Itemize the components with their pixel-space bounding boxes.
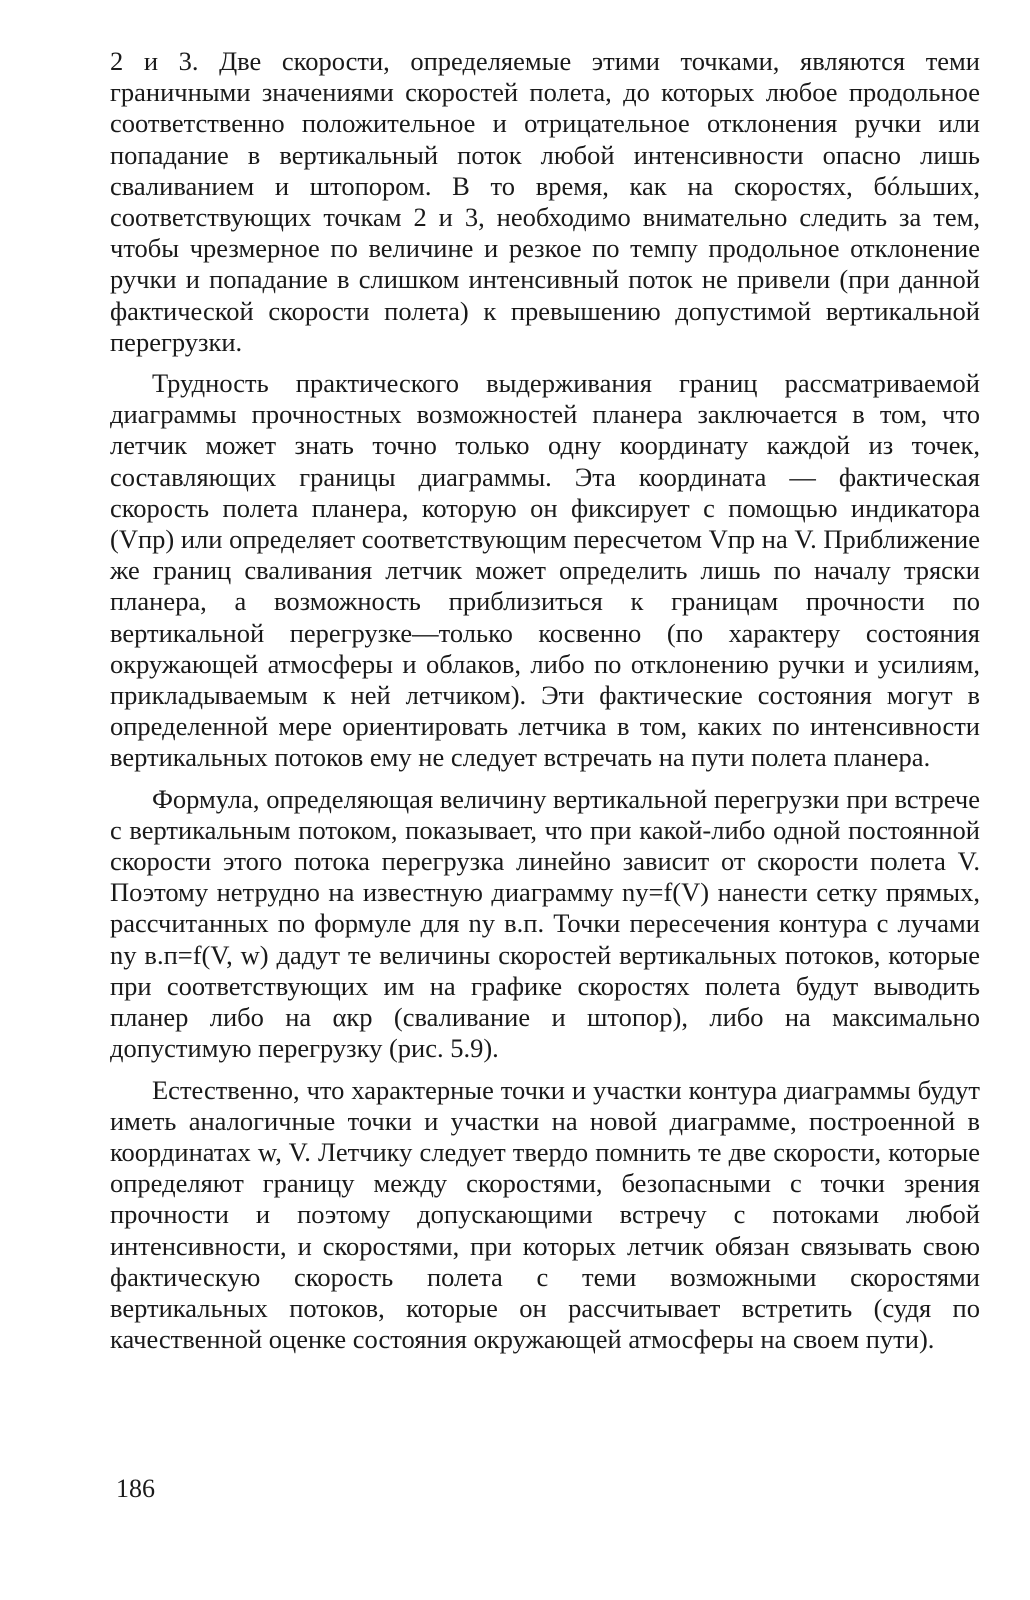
paragraph-3: Формула, определяющая величину вертикальной перегрузки при встрече с вертикальным потоком, показывает, что при какой-либо одной постоянной скорости этого потока перегрузка линейно зависит от скорости полета V. Поэтому нетрудно на известную диаграмму ny=f(V) нанести сетку прямых, рассчитанных по формуле для ny в.п. Точки пересечения контура с лучами ny в.п=f(V, w) дадут те величины скоростей вертикальных потоков, которые при соответствующих им на графике скоростях полета будут выводить планер либо на αкр (сваливание и штопор), либо на максимально допустимую перегрузку (рис. 5.9).	[110, 783, 980, 1064]
page-body	[110, 46, 980, 1365]
paragraph-2: Трудность практического выдерживания границ рассматриваемой диаграммы прочностных возможностей планера заключается в том, что летчик может знать точно только одну координату каждой из точек, составляющих границы диаграммы. Эта координата — фактическая скорость полета планера, которую он фиксирует с помощью индикатора (Vпр) или определяет соответствующим пересчетом Vпр на V. Приближение же границ сваливания летчик может определить лишь по началу тряски планера, а возможность приблизиться к границам прочности по вертикальной перегрузке—только косвенно (по характеру состояния окружающей атмосферы и облаков, либо по отклонению ручки и усилиям, прикладываемым к ней летчиком). Эти фактические состояния могут в определенной мере ориентировать летчика в том, каких по интенсивности вертикальных потоков ему не следует встречать на пути полета планера.	[110, 368, 980, 773]
paragraph-1: 2 и 3. Две скорости, определяемые этими точками, являются теми граничными значениями скоростей полета, до которых любое продольное соответственно положительное и отрицательное отклонения ручки или попадание в вертикальный поток любой интенсивности опасно лишь сваливанием и штопором. В то время, как на скоростях, бóльших, соответствующих точкам 2 и 3, необходимо внимательно следить за тем, чтобы чрезмерное по величине и резкое по темпу продольное отклонение ручки и попадание в слишком интенсивный поток не привели (при данной фактической скорости полета) к превышению допустимой вертикальной перегрузки.	[110, 46, 980, 357]
paragraph-4: Естественно, что характерные точки и участки контура диаграммы будут иметь аналогичные точки и участки на новой диаграмме, построенной в координатах w, V. Летчику следует твердо помнить те две скорости, которые определяют границу между скоростями, безопасными с точки зрения прочности и поэтому допускающими встречу с потоками любой интенсивности, и скоростями, при которых летчик обязан связывать свою фактическую скорость полета с теми возможными скоростями вертикальных потоков, которые он рассчитывает встретить (судя по качественной оценке состояния окружающей атмосферы на своем пути).	[110, 1074, 980, 1355]
page-number: 186	[116, 1474, 155, 1503]
